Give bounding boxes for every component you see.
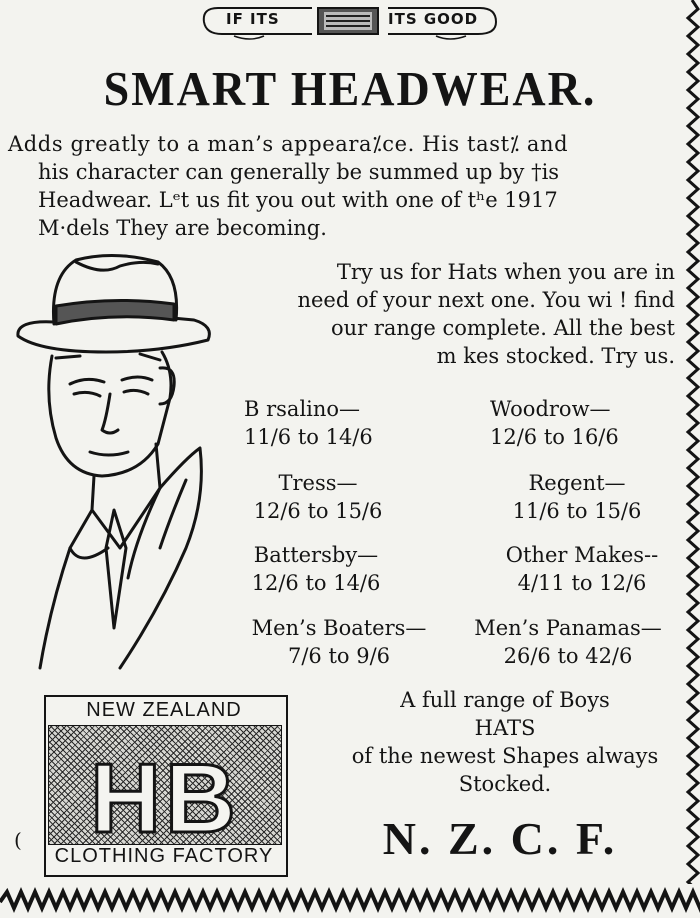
hat-price-item xyxy=(456,614,680,670)
hat-price: 12/6 to 16/6 xyxy=(490,425,619,449)
zigzag-border-right-icon xyxy=(684,0,700,884)
hat-price-item xyxy=(490,395,650,451)
boys-line: A full range of Boys xyxy=(400,688,610,712)
boys-hats-notice xyxy=(330,686,680,798)
hat-price-item xyxy=(484,541,680,597)
hat-name: Tress— xyxy=(278,471,358,495)
hat-name: Men’s Boaters— xyxy=(251,616,427,640)
hat-price-item xyxy=(244,395,394,451)
intro-line: M·dels They are becoming. xyxy=(38,216,327,240)
hat-price: 11/6 to 15/6 xyxy=(512,499,642,523)
logo-bottom-text: CLOTHING FACTORY xyxy=(54,845,274,867)
hat-name: Men’s Panamas— xyxy=(474,616,662,640)
intro-line: Headwear. Lᵉt us fit you out with one of tʰe 1917 xyxy=(38,188,558,212)
hat-price-item xyxy=(492,469,662,525)
logo-hatched-panel xyxy=(48,725,282,853)
try-us-line: m kes stocked. Try us. xyxy=(436,344,675,368)
hat-name: B rsalino— xyxy=(244,397,361,421)
try-us-line: need of your next one. You wi ! find xyxy=(297,288,675,312)
hb-brand-logo xyxy=(44,695,288,877)
hat-price: 4/11 to 12/6 xyxy=(517,571,647,595)
hat-price-item xyxy=(244,614,434,670)
hat-name: Regent— xyxy=(528,471,626,495)
hat-price-item xyxy=(236,541,396,597)
man-in-hat-illustration xyxy=(10,248,220,678)
signature-initials: N. Z. C. F. xyxy=(382,813,618,864)
boys-line: Stocked. xyxy=(458,772,552,796)
intro-paragraph xyxy=(8,130,680,242)
try-us-line: our range complete. All the best xyxy=(330,316,675,340)
try-us-line: Try us for Hats when you are in xyxy=(336,260,675,284)
hat-name: Woodrow— xyxy=(490,397,611,421)
hat-name: Battersby— xyxy=(253,543,379,567)
hat-price: 12/6 to 14/6 xyxy=(251,571,381,595)
hat-price: 7/6 to 9/6 xyxy=(287,644,391,668)
hat-price: 11/6 to 14/6 xyxy=(244,425,373,449)
hat-price-item xyxy=(238,469,398,525)
logo-top-text: NEW ZEALAND xyxy=(86,699,242,721)
try-us-paragraph xyxy=(230,258,675,370)
seal-emblem-icon xyxy=(316,6,380,36)
hat-name: Other Makes-- xyxy=(505,543,659,567)
intro-line: his character can generally be summed up by †is xyxy=(38,160,560,184)
headline: SMART HEADWEAR. xyxy=(103,61,597,116)
slogan-banner xyxy=(200,2,500,44)
logo-letters: HB xyxy=(90,743,240,853)
intro-line: Adds greatly to a man’s appeara⁒ce. His tast⁒ and xyxy=(8,132,569,156)
hat-price: 26/6 to 42/6 xyxy=(503,644,633,668)
slogan-right: ITS GOOD xyxy=(388,10,479,28)
boys-line: HATS xyxy=(474,716,536,740)
slogan-left: IF ITS xyxy=(226,10,280,28)
boys-line: of the newest Shapes always xyxy=(351,744,659,768)
zigzag-border-bottom-icon xyxy=(0,884,700,918)
hat-price: 12/6 to 15/6 xyxy=(253,499,383,523)
margin-mark: ( xyxy=(14,828,22,852)
